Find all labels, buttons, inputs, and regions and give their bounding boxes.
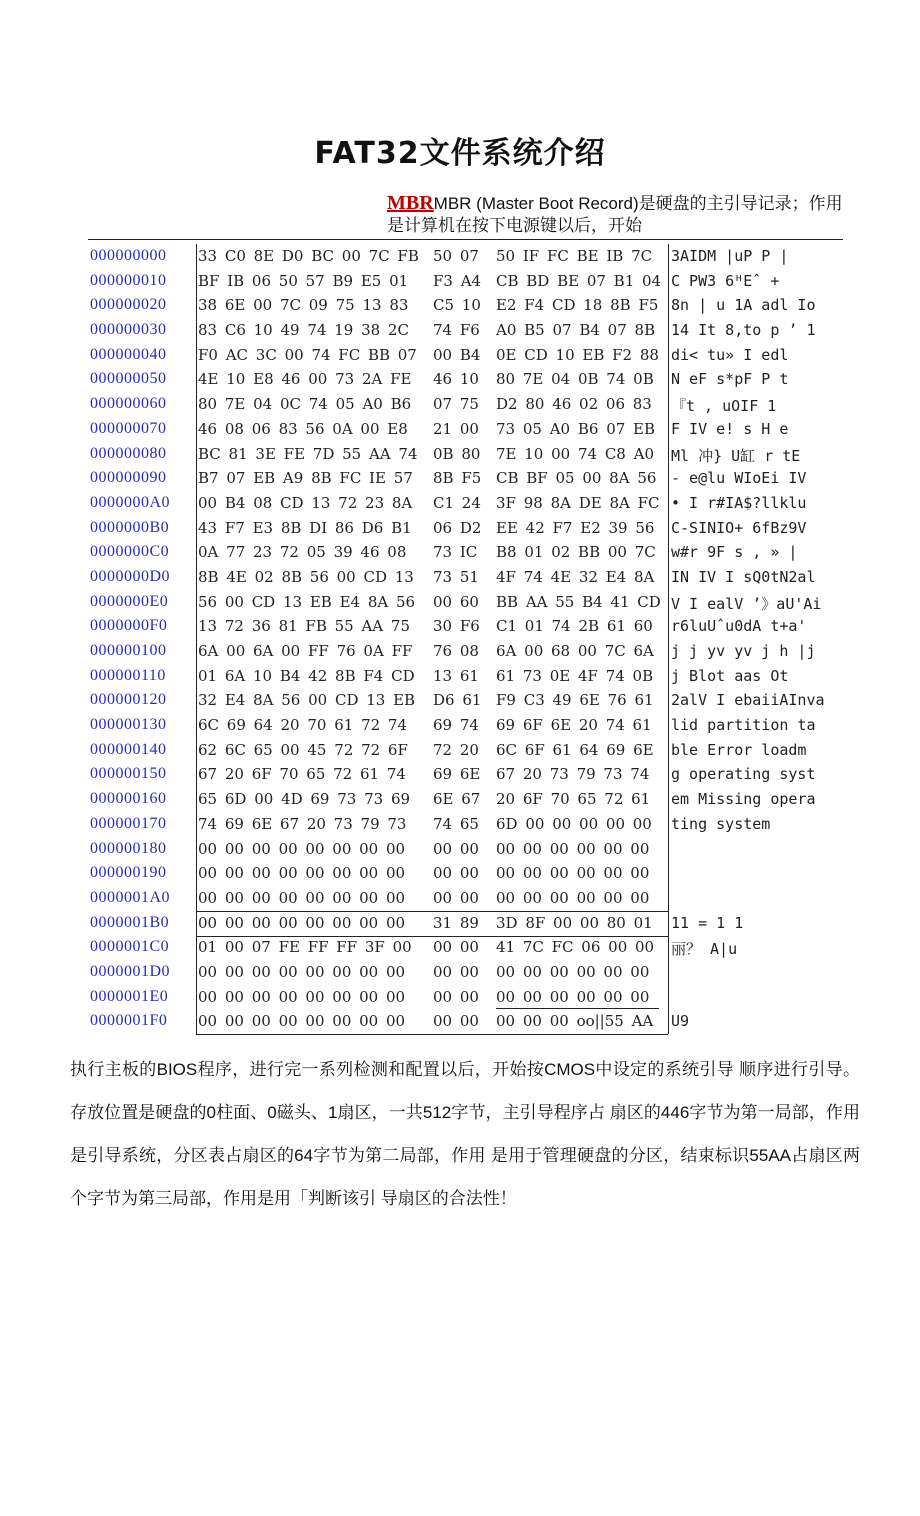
hex-bytes-group-3: 00 00 00 00 00 00 <box>496 888 650 907</box>
hex-row <box>88 442 858 467</box>
hex-row <box>88 886 858 911</box>
hex-bytes-group-1: 00 00 00 00 00 00 00 00 <box>198 888 406 907</box>
hex-bytes-group-1: 83 C6 10 49 74 19 38 2C <box>198 321 409 340</box>
hex-address: 000000050 <box>90 370 167 388</box>
hex-row <box>88 713 858 738</box>
hex-address: 0000000F0 <box>90 617 168 635</box>
hex-address: 000000080 <box>90 444 167 462</box>
hex-bytes-group-1: 32 E4 8A 56 00 CD 13 EB <box>198 691 416 710</box>
hex-bytes-group-2: 31 89 <box>433 913 479 932</box>
hex-bytes-group-1: 00 00 00 00 00 00 00 00 <box>198 987 406 1006</box>
hex-row <box>88 417 858 442</box>
hex-bytes-group-3: E2 F4 CD 18 8B F5 <box>496 296 659 315</box>
hex-bytes-group-3: 67 20 73 79 73 74 <box>496 765 650 784</box>
hex-row <box>88 812 858 837</box>
ascii-text: 3AIDM |uP P | <box>671 247 789 265</box>
mbr-intro <box>387 192 857 237</box>
hex-bytes-group-3: 61 73 0E 4F 74 0B <box>496 666 654 685</box>
ascii-text: C-SINIO+ 6fBz9V <box>671 518 807 537</box>
hex-row <box>88 491 858 516</box>
hex-address: 000000190 <box>90 864 167 882</box>
hex-row <box>88 1009 858 1034</box>
hex-bytes-group-2: 74 65 <box>433 814 479 833</box>
hex-bytes-group-2: 00 B4 <box>433 345 481 364</box>
ascii-text: 丽？ A|u <box>671 940 738 959</box>
ascii-text: 2alV I ebaiiAInva <box>671 691 825 710</box>
hex-bytes-group-3: 00 00 00 00 00 00 <box>496 864 650 883</box>
hex-address: 000000100 <box>90 642 167 659</box>
hex-row <box>88 318 858 343</box>
ascii-text: U9 <box>671 1012 690 1031</box>
hex-address: 000000170 <box>90 814 167 832</box>
hex-address: 000000150 <box>90 765 167 783</box>
hex-bytes-group-1: BC 81 3E FE 7D 55 AA 74 <box>198 444 418 463</box>
hex-address: 0000001A0 <box>90 888 171 906</box>
hex-row <box>88 367 858 392</box>
ascii-text: V I ealV ’》aU'Ai <box>671 594 822 613</box>
hex-bytes-group-1: 01 6A 10 B4 42 8B F4 CD <box>198 666 415 685</box>
hex-bytes-group-3: BB AA 55 B4 41 CD <box>496 592 661 611</box>
hex-bytes-group-2: F3 A4 <box>433 271 482 290</box>
hex-row <box>88 343 858 368</box>
hex-bytes-group-3: 69 6F 6E 20 74 61 <box>496 716 652 735</box>
ascii-text: em Missing opera <box>671 790 816 809</box>
hex-bytes-group-1: 00 00 00 00 00 00 00 00 <box>198 864 406 883</box>
hex-row <box>88 985 858 1010</box>
hex-bytes-group-1: 6A 00 6A 00 FF 76 0A FF <box>198 642 413 660</box>
hex-bytes-group-1: B7 07 EB A9 8B FC IE 57 <box>198 469 413 488</box>
hex-bytes-group-3: 3D 8F 00 00 80 01 <box>496 913 653 932</box>
ascii-text: 8n | u 1A adl Io <box>671 296 816 315</box>
hex-bytes-group-2: 00 60 <box>433 592 479 611</box>
hex-bytes-group-2: 13 61 <box>433 666 479 685</box>
hex-bytes-group-1: 00 B4 08 CD 13 72 23 8A <box>198 493 413 512</box>
hex-row <box>88 738 858 763</box>
hex-bytes-group-2: 72 20 <box>433 740 479 759</box>
hex-bytes-group-3: 3F 98 8A DE 8A FC <box>496 493 660 512</box>
page-title: FAT32文件系统介绍 <box>314 136 606 171</box>
hex-bytes-group-3: A0 B5 07 B4 07 8B <box>496 321 656 340</box>
hex-bytes-group-2: 46 10 <box>433 370 479 389</box>
hex-bytes-group-3: B8 01 02 BB 00 7C <box>496 543 656 562</box>
hex-address: 0000001D0 <box>90 962 171 980</box>
hex-bytes-group-2: 8B F5 <box>433 469 482 488</box>
hex-address: 000000160 <box>90 790 167 808</box>
hex-bytes-group-1: 80 7E 04 0C 74 05 A0 B6 <box>198 395 412 414</box>
ascii-text: Ml 冲} U缸 r tE <box>671 446 801 465</box>
hex-bytes-group-1: 13 72 36 81 FB 55 AA 75 <box>198 617 410 636</box>
hex-bytes-group-3: 73 05 A0 B6 07 EB <box>496 419 656 438</box>
ascii-text: 14 It 8,to p ’ 1 <box>671 321 816 340</box>
ascii-text: lid partition ta <box>671 716 816 735</box>
partition-table-bottom-rule <box>196 1034 668 1035</box>
hex-bytes-group-2: 00 00 <box>433 864 479 883</box>
hex-address: 0000000C0 <box>90 543 170 561</box>
hex-row <box>88 935 858 960</box>
hex-bytes-group-3: 6D 00 00 00 00 00 <box>496 814 652 833</box>
hex-bytes-group-3: 20 6F 70 65 72 61 <box>496 790 651 809</box>
hex-address: 0000001B0 <box>90 913 170 931</box>
hex-bytes-group-3: 41 7C FC 06 00 00 <box>496 938 655 957</box>
hex-row <box>88 861 858 886</box>
hex-bytes-group-3: 00 00 00 00 00 00 <box>496 962 650 981</box>
hex-bytes-group-3: 6C 6F 61 64 69 6E <box>496 740 654 759</box>
hex-bytes-group-1: BF IB 06 50 57 B9 E5 01 <box>198 271 409 290</box>
hex-bytes-group-2: 21 00 <box>433 419 479 438</box>
ascii-text: • I r#IA$?llklu <box>671 493 807 512</box>
hex-bytes-group-1: 67 20 6F 70 65 72 61 74 <box>198 765 406 784</box>
hex-bytes-group-2: 69 6E <box>433 765 481 784</box>
hex-row <box>88 293 858 318</box>
hex-bytes-group-2: 00 00 <box>433 987 479 1006</box>
hex-bytes-group-3: 00 00 00 00 00 00 <box>496 839 650 858</box>
hex-address: 000000180 <box>90 839 167 857</box>
hex-address: 000000040 <box>90 345 167 363</box>
hex-address: 0000000B0 <box>90 518 170 536</box>
hex-row <box>88 614 858 639</box>
hex-row <box>88 516 858 541</box>
ascii-text: 11 = 1 1 <box>671 913 744 932</box>
mbr-description: 执行主板的BIOS程序，进行完一系列检测和配置以后，开始按CMOS中设定的系统引导 顺序进行引导。存放位置是硬盘的0柱面、0磁头、1扇区，一共512字节，主引导程序占 扇区的446字节为第一局部，作用是引导系统，分区表占扇区的64字节为第二局部，作用 是用于管理硬盘的分区，结束标识55AA占扇区两个字节为第三局部，作用是用「判断该引 导扇区的合法性！ <box>70 1060 860 1208</box>
hex-bytes-group-3: 00 00 00 oo||55 AA <box>496 1012 654 1031</box>
ascii-text: F IV e! s H e <box>671 419 789 438</box>
hex-address: 000000030 <box>90 321 167 339</box>
hex-bytes-group-1: 65 6D 00 4D 69 73 73 69 <box>198 790 411 809</box>
hex-bytes-group-2: 50 07 <box>433 247 479 265</box>
hex-bytes-group-2: 00 00 <box>433 1012 479 1031</box>
hex-row <box>88 244 858 269</box>
hex-row <box>88 762 858 787</box>
ascii-text: g operating syst <box>671 765 816 784</box>
hex-bytes-group-2: 06 D2 <box>433 518 482 537</box>
hex-bytes-group-3: CB BD BE 07 B1 04 <box>496 271 662 290</box>
hex-address: 000000070 <box>90 419 167 437</box>
ascii-text: 『t , uOIF 1 <box>671 397 777 416</box>
hex-address: 0000000D0 <box>90 567 171 585</box>
hex-row <box>88 960 858 985</box>
hex-bytes-group-3: 7E 10 00 74 C8 A0 <box>496 444 654 463</box>
hex-address: 0000001F0 <box>90 1012 168 1030</box>
hex-bytes-group-1: 0A 77 23 72 05 39 46 08 <box>198 543 407 562</box>
hex-bytes-group-2: 76 08 <box>433 642 479 660</box>
hex-bytes-group-1: 8B 4E 02 8B 56 00 CD 13 <box>198 567 414 586</box>
ascii-text: r6luUˆu0dA t+a' <box>671 617 807 636</box>
hex-bytes-group-2: 00 00 <box>433 839 479 858</box>
hex-row <box>88 837 858 862</box>
hex-row <box>88 787 858 812</box>
hex-bytes-group-3: D2 80 46 02 06 83 <box>496 395 652 414</box>
ascii-text: w#r 9F s , » | <box>671 543 798 562</box>
hex-bytes-group-1: 33 C0 8E D0 BC 00 7C FB <box>198 247 419 265</box>
hex-address: 000000120 <box>90 691 167 709</box>
hex-bytes-group-2: 74 F6 <box>433 321 480 340</box>
ascii-text: j j yv yv j h |j <box>671 642 816 660</box>
hex-bytes-group-2: 00 00 <box>433 938 479 957</box>
hex-bytes-group-2: 00 00 <box>433 962 479 981</box>
hex-bytes-group-1: 00 00 00 00 00 00 00 00 <box>198 1012 406 1031</box>
hex-bytes-group-1: 00 00 00 00 00 00 00 00 <box>198 913 406 932</box>
hex-bytes-group-1: 56 00 CD 13 EB E4 8A 56 <box>198 592 416 611</box>
hex-bytes-group-3: EE 42 F7 E2 39 56 <box>496 518 655 537</box>
hex-bytes-group-2: 00 00 <box>433 888 479 907</box>
hex-address: 000000130 <box>90 716 167 734</box>
hex-row <box>88 911 858 936</box>
hex-row <box>88 664 858 689</box>
hex-row <box>88 269 858 294</box>
hex-bytes-group-1: 38 6E 00 7C 09 75 13 83 <box>198 296 409 315</box>
hex-address: 0000001C0 <box>90 938 170 956</box>
hex-bytes-group-3: 4F 74 4E 32 E4 8A <box>496 567 655 586</box>
hex-bytes-group-2: 30 F6 <box>433 617 480 636</box>
hex-row <box>88 590 858 615</box>
hex-bytes-group-1: F0 AC 3C 00 74 FC BB 07 <box>198 345 417 364</box>
hex-bytes-group-2: 6E 67 <box>433 790 481 809</box>
ascii-text: - e@lu WIoEi IV <box>671 469 807 488</box>
hex-row <box>88 565 858 590</box>
hex-row <box>88 688 858 713</box>
ascii-text: N eF s*pF P t <box>671 370 789 389</box>
hex-bytes-group-3: CB BF 05 00 8A 56 <box>496 469 657 488</box>
hex-bytes-group-3: 6A 00 68 00 7C 6A <box>496 642 654 660</box>
hex-bytes-group-2: 73 IC <box>433 543 478 562</box>
ascii-text: IN IV I sQ0tN2al <box>671 567 816 586</box>
hex-address: 0000000E0 <box>90 592 169 610</box>
table-top-rule <box>88 239 843 240</box>
hex-bytes-group-2: C1 24 <box>433 493 481 512</box>
hex-address: 0000001E0 <box>90 987 169 1005</box>
hex-bytes-group-2: 69 74 <box>433 716 479 735</box>
hex-address: 000000000 <box>90 247 167 264</box>
hex-bytes-group-1: 4E 10 E8 46 00 73 2A FE <box>198 370 412 389</box>
hex-address: 000000020 <box>90 296 167 314</box>
ascii-text: ble Error loadm <box>671 740 807 759</box>
hex-address: 000000090 <box>90 469 167 487</box>
hex-bytes-group-3: F9 C3 49 6E 76 61 <box>496 691 654 710</box>
ascii-text: j Blot aas Ot <box>671 666 789 685</box>
hex-bytes-group-1: 62 6C 65 00 45 72 72 6F <box>198 740 408 759</box>
hex-bytes-group-2: 0B 80 <box>433 444 481 463</box>
ascii-text: di< tu» I edl <box>671 345 789 364</box>
ascii-text: ting system <box>671 814 771 833</box>
hex-bytes-group-1: 00 00 00 00 00 00 00 00 <box>198 839 406 858</box>
mbr-tag: MBR <box>387 192 434 214</box>
hex-bytes-group-1: 00 00 00 00 00 00 00 00 <box>198 962 406 981</box>
hex-dump-table <box>88 244 858 1034</box>
hex-bytes-group-2: 73 51 <box>433 567 479 586</box>
hex-bytes-group-3: 00 00 00 00 00 00 <box>496 987 650 1006</box>
hex-address: 000000110 <box>90 666 166 684</box>
hex-address: 000000010 <box>90 271 167 289</box>
hex-bytes-group-2: C5 10 <box>433 296 481 315</box>
hex-row <box>88 392 858 417</box>
hex-bytes-group-1: 43 F7 E3 8B DI 86 D6 B1 <box>198 518 412 537</box>
ascii-text: С PW3 6ᴴEˆ + <box>671 271 780 290</box>
hex-bytes-group-3: 80 7E 04 0B 74 0B <box>496 370 654 389</box>
hex-address: 000000060 <box>90 395 167 413</box>
hex-bytes-group-3: C1 01 74 2B 61 60 <box>496 617 653 636</box>
hex-bytes-group-1: 01 00 07 FE FF FF 3F 00 <box>198 938 412 957</box>
hex-bytes-group-3: 0E CD 10 EB F2 88 <box>496 345 659 364</box>
hex-bytes-group-1: 6C 69 64 20 70 61 72 74 <box>198 716 408 735</box>
hex-row <box>88 466 858 491</box>
hex-bytes-group-2: D6 61 <box>433 691 482 710</box>
hex-address: 000000140 <box>90 740 167 758</box>
hex-bytes-group-2: 07 75 <box>433 395 479 414</box>
hex-bytes-group-1: 74 69 6E 67 20 73 79 73 <box>198 814 407 833</box>
hex-row <box>88 639 858 664</box>
mbr-intro-text: MBR (Master Boot Record)是硬盘的主引导记录；作用是计算机在按下电源键以后，开始 <box>387 194 843 235</box>
hex-address: 0000000A0 <box>90 493 171 511</box>
hex-row <box>88 540 858 565</box>
hex-bytes-group-3: 50 IF FC BE IB 7C <box>496 247 653 265</box>
hex-bytes-group-1: 46 08 06 83 56 0A 00 E8 <box>198 419 408 438</box>
